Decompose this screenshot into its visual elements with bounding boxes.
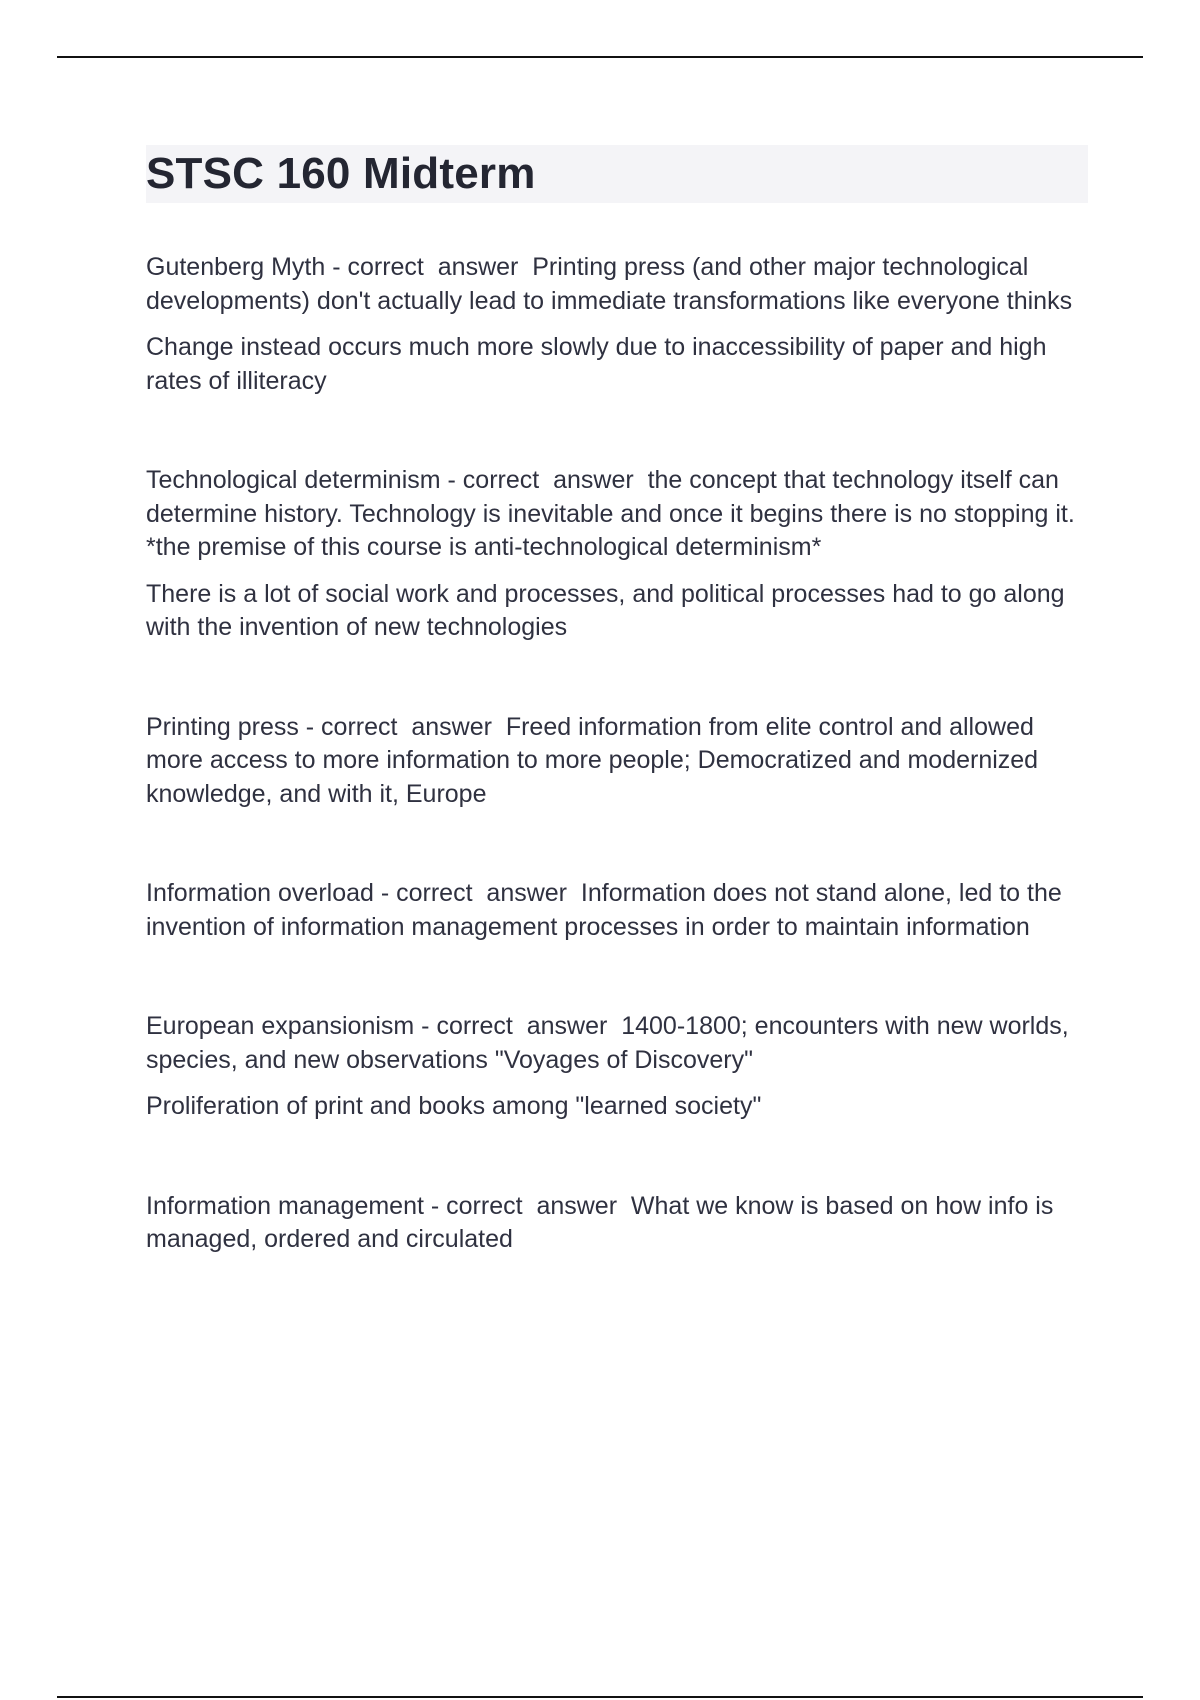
entry-technological-determinism — [146, 464, 1091, 645]
entry-note: Proliferation of print and books among "learned society" — [146, 1092, 762, 1120]
entry-definition: European expansionism - correct answer 1400-1800; encounters with new worlds, species, and new observations "Voyages of Discovery" — [146, 1012, 1076, 1074]
entry-note: There is a lot of social work and processes, and political processes had to go along with the invention of new technologies — [146, 579, 1072, 641]
entry-note: Change instead occurs much more slowly due to inaccessibility of paper and high rates of illiteracy — [146, 333, 1054, 395]
entry-definition: Technological determinism - correct answer the concept that technology itself can determine history. Technology is inevitable and once it begins there is no stopping it. *the premise of this course is anti-technological determinism* — [146, 466, 1082, 561]
top-rule — [57, 56, 1143, 58]
bottom-rule — [57, 1696, 1143, 1698]
entry-printing-press — [146, 711, 1091, 812]
document-title: STSC 160 Midterm — [146, 149, 536, 198]
document-body — [146, 251, 1091, 1323]
entry-definition: Gutenberg Myth - correct answer Printing press (and other major technological developments) don't actually lead to immediate transformations like everyone thinks — [146, 253, 1073, 315]
entry-definition: Printing press - correct answer Freed information from elite control and allowed more access to more information to more people; Democratized and modernized knowledge, and with it, Europe — [146, 712, 1046, 808]
entry-definition: Information overload - correct answer Information does not stand alone, led to the invention of information management processes in order to maintain information — [146, 879, 1069, 941]
entry-gutenberg-myth — [146, 251, 1091, 398]
entry-information-management — [146, 1190, 1091, 1257]
entry-definition: Information management - correct answer What we know is based on how info is managed, ordered and circulated — [146, 1191, 1061, 1253]
entry-european-expansionism — [146, 1010, 1091, 1124]
entry-information-overload — [146, 877, 1091, 944]
